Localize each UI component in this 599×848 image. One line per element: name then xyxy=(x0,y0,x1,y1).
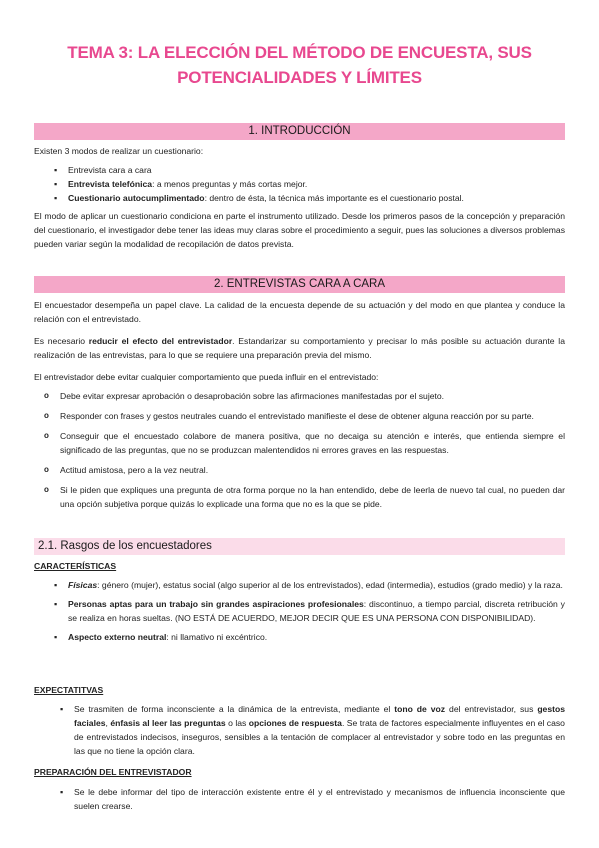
page-title xyxy=(40,40,559,90)
list-item: o Actitud amistosa, pero a la vez neutral. xyxy=(34,463,565,477)
intro-list xyxy=(34,163,565,205)
expectativas-list xyxy=(34,702,565,758)
intro-paragraph: El modo de aplicar un cuestionario condiciona en parte el instrumento utilizado. Desde los primeros pasos de la concepción y preparación del cuestionario, el investigador debe tener las ideas muy claras sobre el procedimiento a seguir, pues las soluciones a diversos problemas pueden variar según la modalidad de recopilación de datos prevista. xyxy=(34,211,565,249)
list-item: o Responder con frases y gestos neutrales cuando el entrevistado manifieste el dese de obtener alguna reacción por su parte. xyxy=(34,409,565,423)
section-2-heading: 2. ENTREVISTAS CARA A CARA xyxy=(34,276,565,293)
title-line-1: TEMA 3: LA ELECCIÓN DEL MÉTODO DE ENCUESTA, SUS xyxy=(67,43,532,62)
list-item: o Si le piden que expliques una pregunta de otra forma porque no la han entendido, debe de leerla de nuevo tal cual, no pueden dar una opción subjetiva porque quizás lo explicade una forma que no es la que se pide. xyxy=(34,483,565,511)
list-item: ▪ Entrevista telefónica: a menos preguntas y más cortas mejor. xyxy=(34,177,565,191)
intro-lead: Existen 3 modos de realizar un cuestionario: xyxy=(34,146,204,156)
caracteristicas-list xyxy=(34,578,565,644)
list-item: ▪ Aspecto externo neutral: ni llamativo ni excéntrico. xyxy=(34,630,565,644)
heading-expectativas: EXPECTATITVAS xyxy=(34,685,104,695)
list-item: ▪ Cuestionario autocumplimentado: dentro de ésta, la técnica más importante es el cuestionario postal. xyxy=(34,191,565,205)
list-item: ▪ Se trasmiten de forma inconsciente a la dinámica de la entrevista, mediante el tono de voz del entrevistador, sus gestos faciales, énfasis al leer las preguntas o las opciones de respuesta. Se trata de factores especialmente influyentes en el caso de entrevistados indecisos, inseguros, sensibles a la tentación de complacer al entrevistador y sobre todo en las preguntas en las que no tiene la opción clara. xyxy=(34,702,565,758)
heading-caracteristicas: CARACTERÍSTICAS xyxy=(34,561,117,571)
preparacion-list xyxy=(34,785,565,813)
list-item: o Conseguir que el encuestado colabore de manera positiva, que no decaiga su atención e interés, que entienda siempre el significado de las preguntas, que no se produzcan malentendidos ni errores graves en las respuestas. xyxy=(34,429,565,457)
sec2-paragraph-2: Es necesario reducir el efecto del entrevistador. Estandarizar su comportamiento y precisar lo más posible su actuación durante la realización de las entrevistas, para lo que se requiere una preparación previa del mismo. xyxy=(34,336,565,360)
sec2-paragraph-1: El encuestador desempeña un papel clave. La calidad de la encuesta depende de su actuación y del modo en que plantea y conduce la relación con el entrevistado. xyxy=(34,300,565,324)
list-item: o Debe evitar expresar aprobación o desaprobación sobre las afirmaciones manifestadas por el sujeto. xyxy=(34,389,565,403)
list-item: ▪ Se le debe informar del tipo de interacción existente entre él y el entrevistado y mecanismos de influencia inconsciente que suelen crearse. xyxy=(34,785,565,813)
list-item: ▪ Personas aptas para un trabajo sin grandes aspiraciones profesionales: discontinuo, a tiempo parcial, discreta retribución y se realiza en horas sueltas. (NO ESTÁ DE ACUERDO, MEJOR DECIR QUE ES UNA PERSONA CON DISPONIBILIDAD). xyxy=(34,597,565,625)
section-1-heading: 1. INTRODUCCIÓN xyxy=(34,123,565,140)
sec2-paragraph-3: El entrevistador debe evitar cualquier comportamiento que pueda influir en el entrevistado: xyxy=(34,372,379,382)
avoid-list xyxy=(34,389,565,511)
title-line-2: POTENCIALIDADES Y LÍMITES xyxy=(177,68,422,87)
subsection-2-1-heading: 2.1. Rasgos de los encuestadores xyxy=(34,538,565,555)
list-item: ▪ Físicas: género (mujer), estatus social (algo superior al de los entrevistados), edad (intermedia), estudios (grado medio) y la raza. xyxy=(34,578,565,592)
list-item: ▪ Entrevista cara a cara xyxy=(34,163,565,177)
heading-preparacion: PREPARACIÓN DEL ENTREVISTADOR xyxy=(34,767,192,777)
